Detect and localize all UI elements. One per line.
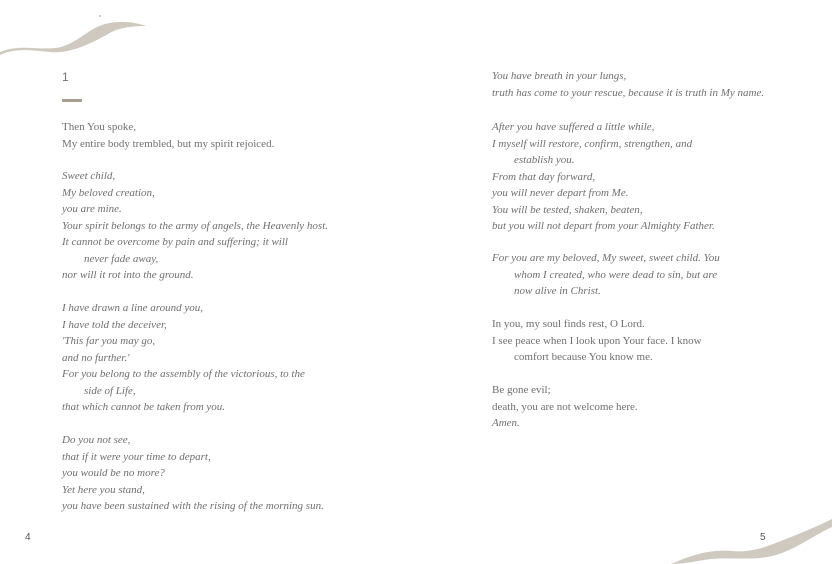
poem-line: For you belong to the assembly of the victorious, to the (62, 368, 305, 380)
poem-line: you will never depart from Me. (492, 187, 629, 199)
stanza (492, 316, 702, 366)
poem-line: 'This far you may go, (62, 335, 156, 347)
poem-line: that if it were your time to depart, (62, 450, 211, 463)
poem-line: never fade away, (84, 252, 159, 265)
stanza (492, 382, 638, 432)
poem-line: My beloved creation, (62, 186, 155, 199)
page-number: 5 (760, 532, 766, 543)
poem-line: I myself will restore, confirm, strengthen, and (492, 137, 693, 150)
poem-line: now alive in Christ. (514, 285, 601, 297)
stanza (62, 119, 274, 152)
section-divider (62, 99, 82, 102)
stanza (492, 68, 764, 101)
page-number: 4 (25, 532, 31, 543)
poem-line: and no further.' (62, 351, 130, 364)
brushstroke-decoration (671, 515, 832, 564)
section-number: 1 (62, 70, 69, 84)
poem-line: you have been sustained with the rising of the morning sun. (62, 500, 324, 512)
poem-line: Sweet child, (62, 170, 116, 182)
poem-line: My entire body trembled, but my spirit rejoiced. (62, 137, 275, 150)
poem-line: In you, my soul finds rest, O Lord. (492, 318, 645, 330)
poem-line: I see peace when I look upon Your face. I know (492, 334, 702, 347)
poem-line: Then You spoke, (62, 121, 136, 133)
stanza (62, 168, 328, 284)
poem-line: I have told the deceiver, (62, 318, 167, 331)
stanza (492, 119, 715, 235)
poem-line: whom I created, who were dead to sin, but are (514, 268, 718, 281)
poem-line: Do you not see, (62, 434, 131, 446)
poem-line: Be gone evil; (492, 384, 551, 396)
poem-line: you are mine. (62, 203, 122, 215)
poem-line: you would be no more? (62, 467, 165, 479)
poem-line: For you are my beloved, My sweet, sweet child. You (492, 252, 720, 264)
poem-line: establish you. (514, 154, 575, 166)
poem-line: From that day forward, (492, 170, 596, 183)
poem-line: Amen. (492, 417, 520, 429)
poem-line: You will be tested, shaken, beaten, (492, 203, 643, 216)
stanza (62, 300, 305, 416)
poem-line: comfort because You know me. (514, 351, 653, 363)
poem-line: I have drawn a line around you, (62, 302, 204, 314)
poem-line: After you have suffered a little while, (492, 121, 655, 133)
poem-line: Yet here you stand, (62, 483, 145, 496)
stanza (62, 432, 324, 515)
poem-line: You have breath in your lungs, (492, 70, 627, 82)
poem-line: but you will not depart from your Almighty Father. (492, 220, 715, 232)
poem-line: that which cannot be taken from you. (62, 401, 226, 413)
stanza (492, 250, 720, 300)
brushstroke-decoration (0, 10, 150, 55)
poem-line: It cannot be overcome by pain and suffering; it will (62, 236, 288, 248)
poem-line: Your spirit belongs to the army of angels, the Heavenly host. (62, 219, 329, 232)
poem-line: side of Life, (84, 384, 136, 397)
poem-line: truth has come to your rescue, because it is truth in My name. (492, 86, 765, 99)
right-page (416, 0, 832, 564)
poem-line: nor will it rot into the ground. (62, 269, 194, 281)
poem-line: death, you are not welcome here. (492, 400, 638, 413)
